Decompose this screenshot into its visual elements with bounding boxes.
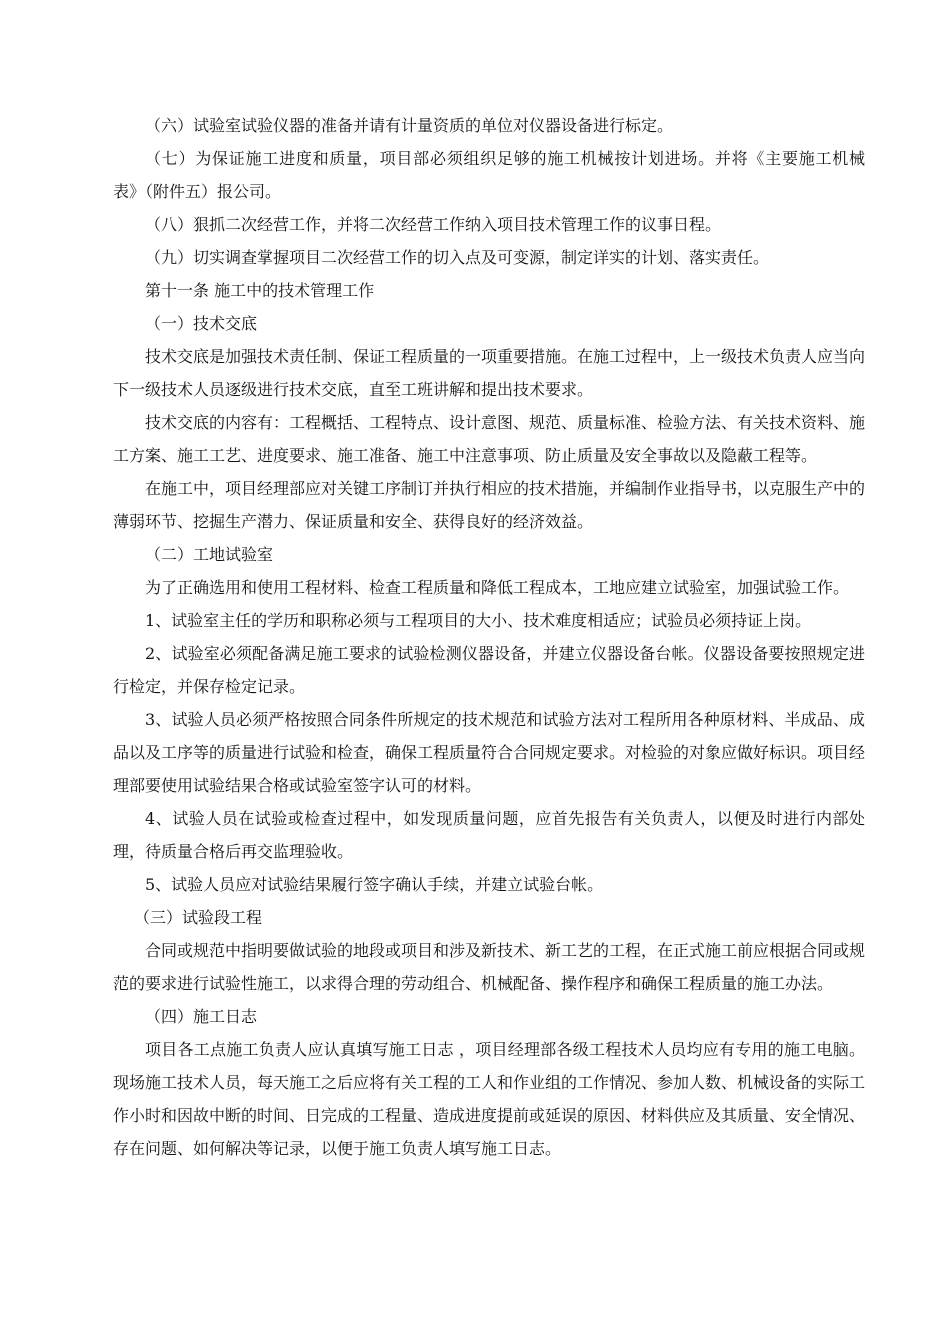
section-heading-trial-section: （三）试验段工程 <box>134 908 263 927</box>
laboratory-item-4: 4、试验人员在试验或检查过程中，如发现质量问题，应首先报告有关负责人，以便及时进行内部处理，待质量合格后再交监理验收。 <box>113 809 865 861</box>
paragraph-item-7: （七）为保证施工进度和质量，项目部必须组织足够的施工机械按计划进场。并将《主要施工机械表》（附件五）报公司。 <box>113 149 865 201</box>
paragraph-trial-section: 合同或规范中指明要做试验的地段或项目和涉及新技术、新工艺的工程，在正式施工前应根据合同或规范的要求进行试验性施工，以求得合理的劳动组合、机械配备、操作程序和确保工程质量的施工办法。 <box>113 941 866 993</box>
section-heading-technical-briefing: （一）技术交底 <box>145 314 258 333</box>
paragraph-item-8: （八）狠抓二次经营工作，并将二次经营工作纳入项目技术管理工作的议事日程。 <box>145 215 722 234</box>
paragraph-construction-log: 项目各工点施工负责人应认真填写施工日志 ，项目经理部各级工程技术人员均应有专用的施工电脑。现场施工技术人员，每天施工之后应将有关工程的工人和作业组的工作情况、参加人数、机械设备的实际工作小时和因故中断的时间、日完成的工程量、造成进度提前或延误的原因、材料供应及其质量、安全情况、存在问题、如何解决等记录，以便于施工负责人填写施工日志。 <box>113 1040 866 1158</box>
paragraph-technical-briefing: 技术交底是加强技术责任制、保证工程质量的一项重要措施。在施工过程中，上一级技术负责人应当向下一级技术人员逐级进行技术交底，直至工班讲解和提出技术要求。 <box>113 347 866 399</box>
paragraph-item-9: （九）切实调查掌握项目二次经营工作的切入点及可变源，制定详实的计划、落实责任。 <box>145 248 770 267</box>
paragraph-laboratory-intro: 为了正确选用和使用工程材料、检查工程质量和降低工程成本，工地应建立试验室，加强试验工作。 <box>145 578 850 597</box>
laboratory-item-1: 1、试验室主任的学历和职称必须与工程项目的大小、技术难度相适应；试验员必须持证上岗。 <box>145 611 812 630</box>
section-heading-site-laboratory: （二）工地试验室 <box>145 545 274 564</box>
paragraph-item-6: （六）试验室试验仪器的准备并请有计量资质的单位对仪器设备进行标定。 <box>145 116 674 135</box>
article-11-heading: 第十一条 施工中的技术管理工作 <box>145 281 375 300</box>
laboratory-item-3: 3、试验人员必须严格按照合同条件所规定的技术规范和试验方法对工程所用各种原材料、半成品、成品以及工序等的质量进行试验和检查，确保工程质量符合合同规定要求。对检验的对象应做好标识。项目经理部要使用试验结果合格或试验室签字认可的材料。 <box>113 710 866 795</box>
paragraph-briefing-contents: 技术交底的内容有：工程概括、工程特点、设计意图、规范、质量标准、检验方法、有关技术资料、施工方案、施工工艺、进度要求、施工准备、施工中注意事项、防止质量及安全事故以及隐蔽工程等。 <box>113 413 866 465</box>
section-heading-construction-log: （四）施工日志 <box>145 1007 258 1026</box>
laboratory-item-2: 2、试验室必须配备满足施工要求的试验检测仪器设备，并建立仪器设备台帐。仪器设备要按照规定进行检定，并保存检定记录。 <box>113 644 865 696</box>
document-body <box>113 109 865 1165</box>
laboratory-item-5: 5、试验人员应对试验结果履行签字确认手续，并建立试验台帐。 <box>145 875 604 894</box>
paragraph-technical-measures: 在施工中，项目经理部应对关键工序制订并执行相应的技术措施，并编制作业指导书，以克服生产中的薄弱环节、挖掘生产潜力、保证质量和安全、获得良好的经济效益。 <box>113 479 866 531</box>
